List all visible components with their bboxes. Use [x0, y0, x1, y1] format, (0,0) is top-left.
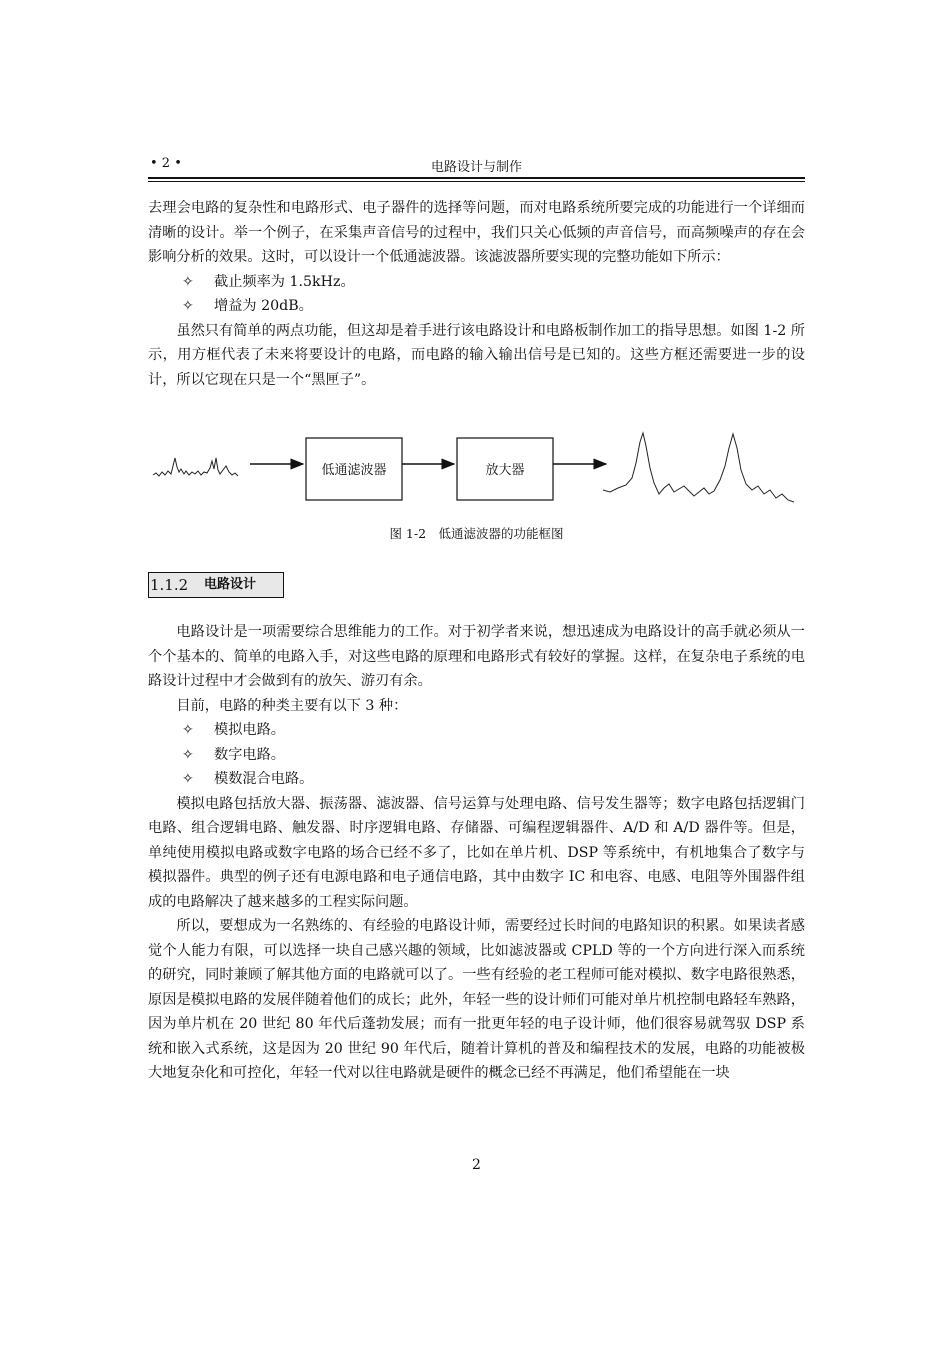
diamond-star-icon: ✧	[182, 771, 194, 787]
list-item: ✧ 截止频率为 1.5kHz。	[148, 270, 805, 295]
body-paragraph-3: 模拟电路包括放大器、振荡器、滤波器、信号运算与处理电路、信号发生器等；数字电路包括逻辑门电路、组合逻辑电路、触发器、时序逻辑电路、存储器、可编程逻辑器件、A/D 和 A/D 器件等。但是，单纯使用模拟电路或数字电路的场合已经不多了，比如在单片机、DSP 等系统中，有机地集合了数字与模拟器件。典型的例子还有电源电路和电子通信电路，其中由数字 IC 和电容、电感、电阻等外围器件组成的电路解决了越来越多的工程实际问题。	[148, 795, 805, 910]
section-title: 电路设计	[204, 577, 257, 592]
figure-caption: 图 1-2 低通滤波器的功能框图	[389, 526, 564, 541]
block-diagram	[148, 428, 805, 518]
body-block	[148, 620, 805, 1086]
list-item: ✧ 模数混合电路。	[148, 767, 805, 792]
running-header	[148, 154, 805, 176]
diamond-star-icon: ✧	[182, 746, 194, 763]
list-item: ✧ 增益为 20dB。	[148, 294, 805, 319]
header-rule-thin	[148, 181, 805, 182]
diamond-star-icon: ✧	[182, 722, 194, 738]
header-rule-thick	[148, 177, 805, 179]
intro-paragraph-1: 去理会电路的复杂性和电路形式、电子器件的选择等问题，而对电路系统所要完成的功能进行一个详细而清晰的设计。举一个例子，在采集声音信号的过程中，我们只关心低频的声音信号，而高频噪声的存在会影响分析的效果。这时，可以设计一个低通滤波器。该滤波器所要实现的完整功能如下所示：	[148, 200, 805, 265]
list-item: ✧ 模拟电路。	[148, 718, 805, 743]
page-number: 2	[472, 1157, 481, 1173]
intro-block	[148, 196, 805, 392]
section-heading	[148, 572, 284, 598]
output-signal-waveform	[603, 433, 794, 502]
header-page-marker: • 2 •	[150, 156, 182, 171]
amplifier-label: 放大器	[485, 463, 525, 478]
section-number: 1.1.2	[150, 576, 189, 594]
body-paragraph-4: 所以，要想成为一名熟练的、有经验的电路设计师，需要经过长时间的电路知识的积累。如果读者感觉个人能力有限，可以选择一块自己感兴趣的领域，比如滤波器或 CPLD 等的一个方向进行深入而系统的研究，同时兼顾了解其他方面的电路就可以了。一些有经验的老工程师可能对模拟、数字电路很熟悉，原因是模拟电路的发展伴随着他们的成长；此外，年轻一些的设计师们可能对单片机控制电路轻车熟路，因为单片机在 20 世纪 80 年代后蓬勃发展；而有一批更年轻的电子设计师，他们很容易就驾驭 DSP 系统和嵌入式系统，这是因为 20 世纪 90 年代后，随着计算机的普及和编程技术的发展，电路的功能被极大地复杂化和可控化，年轻一代对以往电路就是硬件的概念已经不再满足，他们希望能在一块	[148, 918, 805, 1081]
list-item: ✧ 数字电路。	[148, 743, 805, 768]
body-paragraph-1: 电路设计是一项需要综合思维能力的工作。对于初学者来说，想迅速成为电路设计的高手就必须从一个个基本的、简单的电路入手，对这些电路的原理和电路形式有较好的掌握。这样，在复杂电子系统的电路设计过程中才会做到有的放矢、游刃有余。	[148, 624, 805, 689]
intro-paragraph-2: 虽然只有简单的两点功能，但这却是着手进行该电路设计和电路板制作加工的指导思想。如图 1-2 所示，用方框代表了未来将要设计的电路，而电路的输入输出信号是已知的。这些方框还需要进一步的设计，所以它现在只是一个“黑匣子”。	[148, 322, 805, 388]
diamond-star-icon: ✧	[182, 273, 194, 290]
header-title: 电路设计与制作	[430, 160, 522, 175]
diamond-star-icon: ✧	[182, 298, 194, 314]
input-signal-waveform	[153, 458, 238, 476]
lowpass-filter-label: 低通滤波器	[321, 463, 387, 478]
body-paragraph-2: 目前，电路的种类主要有以下 3 种：	[176, 697, 408, 714]
